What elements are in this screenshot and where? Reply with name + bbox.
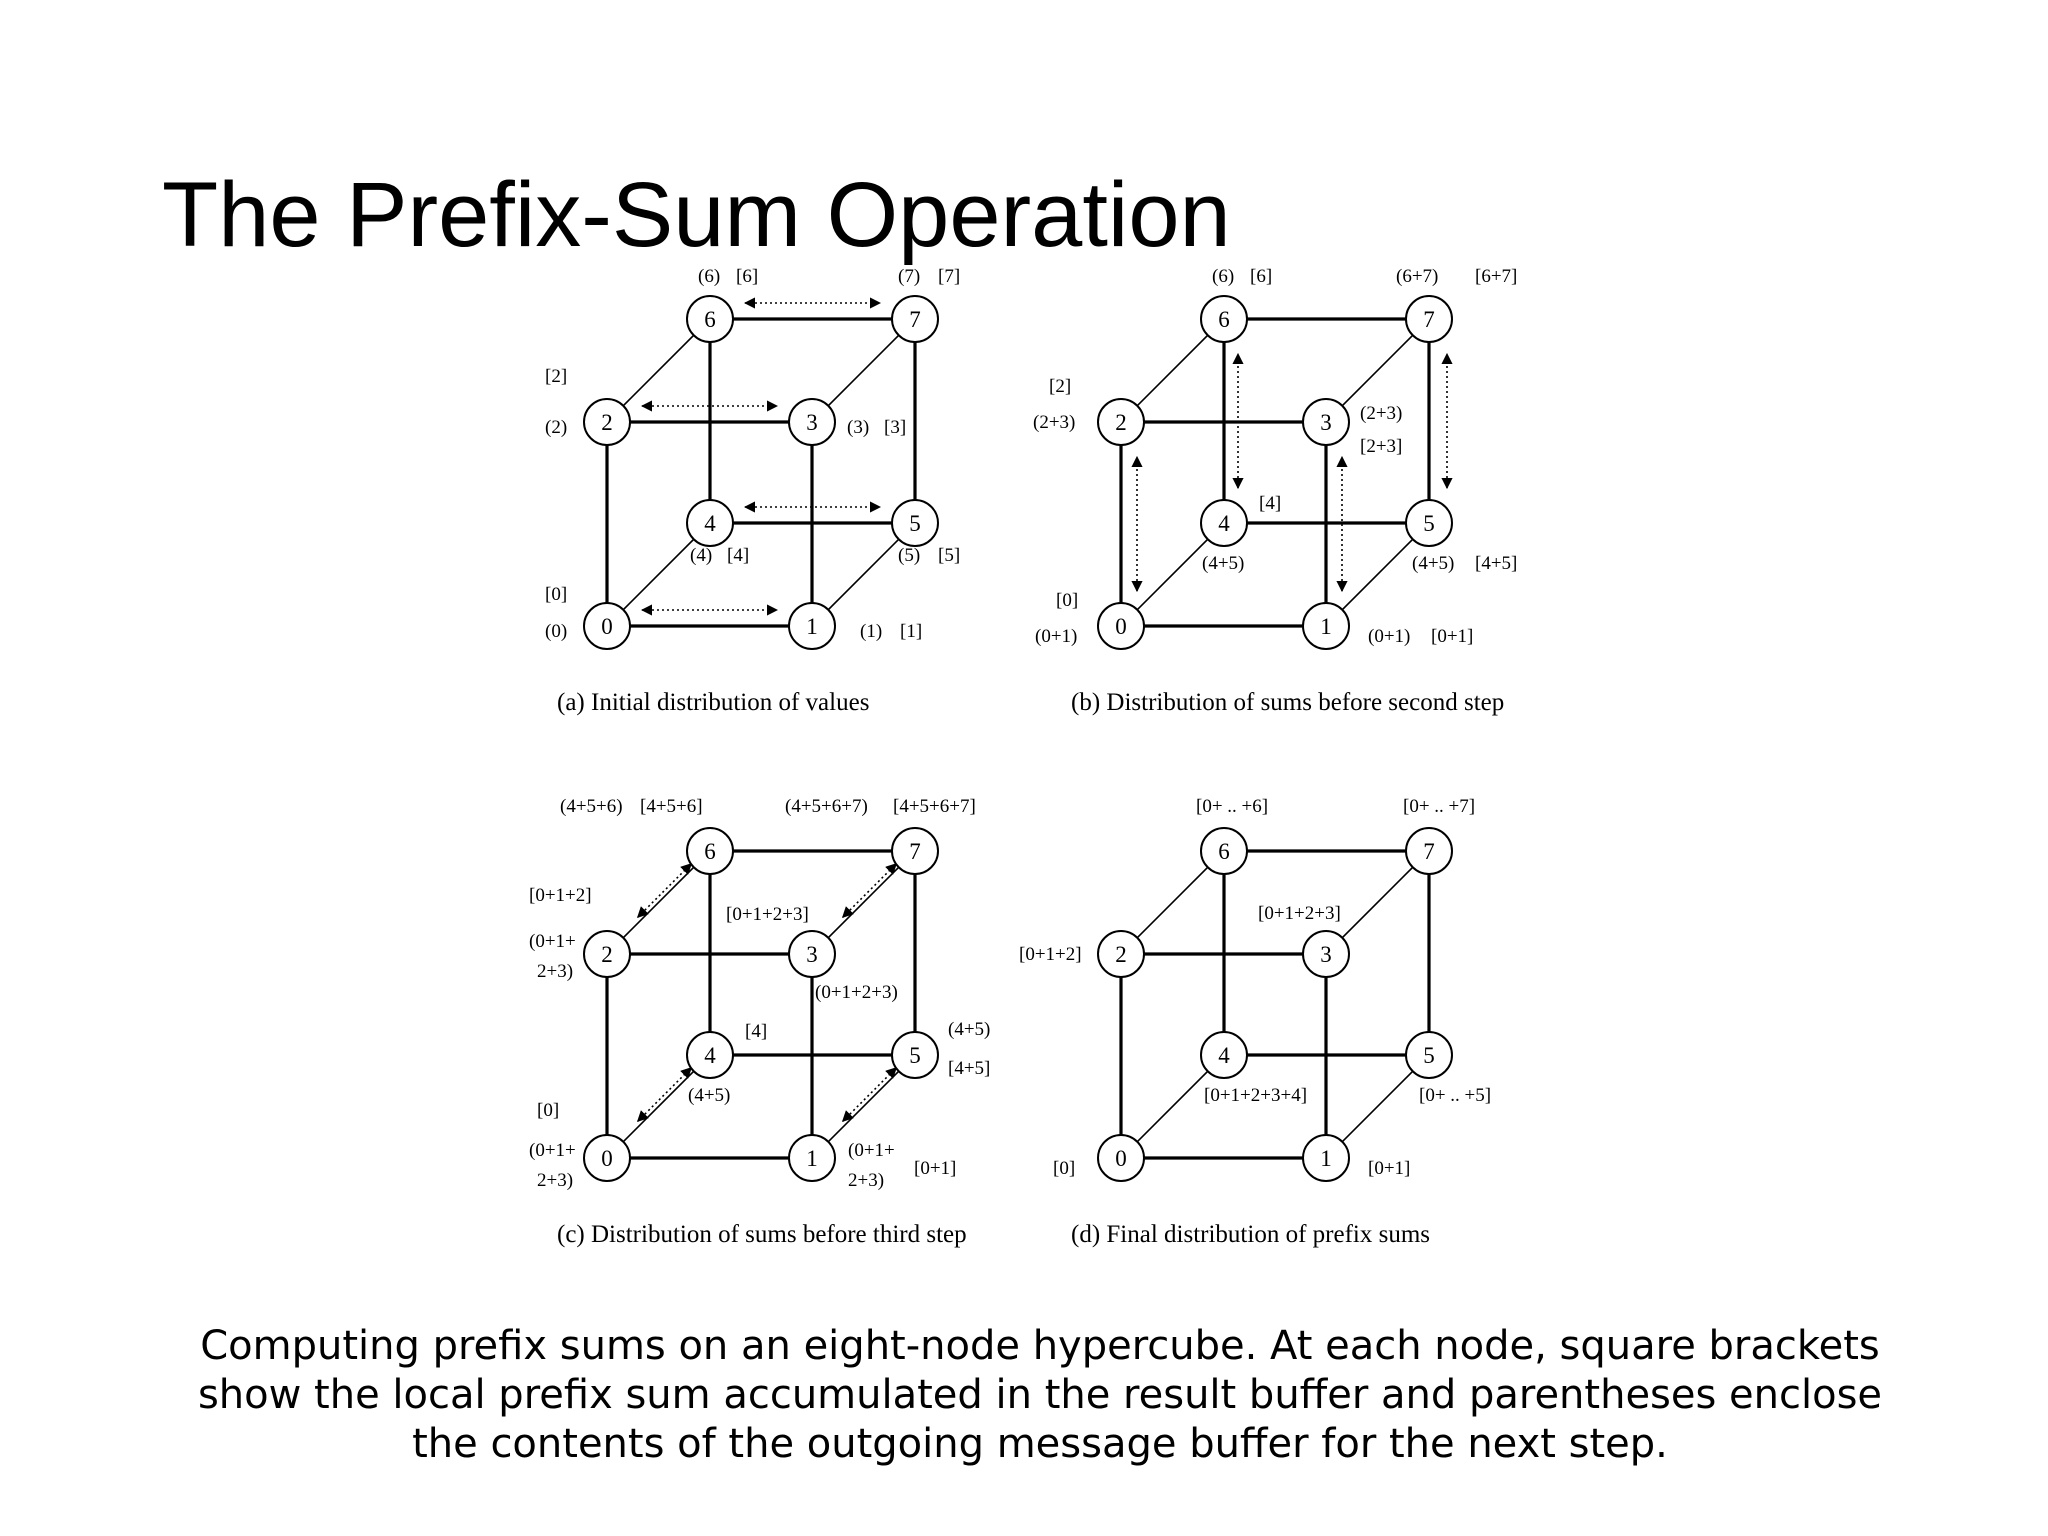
node-label: 2+3) [848, 1170, 885, 1191]
node-label: [6] [736, 266, 759, 287]
exchange-arrow [638, 864, 692, 918]
node-number: 5 [1423, 1043, 1435, 1068]
node-label: [4] [745, 1021, 768, 1042]
node-label: [0+1] [1431, 626, 1474, 647]
node-label: [0] [545, 584, 568, 605]
node-number: 3 [806, 410, 818, 435]
node-number: 6 [704, 839, 716, 864]
node-label: [4+5] [948, 1058, 991, 1079]
node-label: (0+1+ [848, 1140, 895, 1161]
node-number: 1 [806, 1146, 818, 1171]
node-number: 1 [806, 614, 818, 639]
node-number: 3 [1320, 942, 1332, 967]
node-label: (2+3) [1033, 412, 1076, 433]
node-label: [0] [1053, 1158, 1076, 1179]
node-label: (3) [847, 417, 870, 438]
node-label: (4+5+6) [560, 796, 623, 817]
node-number: 2 [1115, 410, 1127, 435]
node-label: [4+5+6+7] [893, 796, 976, 817]
node-label: [4] [727, 545, 750, 566]
node-number: 0 [601, 1146, 613, 1171]
node-number: 5 [909, 1043, 921, 1068]
node-number: 6 [704, 307, 716, 332]
node-number: 0 [1115, 1146, 1127, 1171]
node-number: 4 [1218, 511, 1230, 536]
node-label: [0+ .. +6] [1196, 796, 1269, 817]
node-number: 7 [1423, 839, 1435, 864]
exchange-arrow [843, 1068, 897, 1122]
node-label: [5] [938, 545, 961, 566]
node-label: [0+1+2+3] [1258, 903, 1341, 924]
node-number: 0 [601, 614, 613, 639]
node-label: [0+1+2+3] [726, 904, 809, 925]
node-number: 5 [909, 511, 921, 536]
panel-d [1019, 796, 1491, 1248]
panel-caption: (c) Distribution of sums before third step [557, 1221, 967, 1248]
node-label: (5) [898, 545, 921, 566]
node-label: (0+1+2+3) [815, 982, 898, 1003]
node-label: [1] [900, 621, 923, 642]
node-number: 2 [601, 942, 613, 967]
node-label: [4+5] [1475, 553, 1518, 574]
node-label: [3] [884, 417, 907, 438]
panel-caption: (a) Initial distribution of values [557, 689, 870, 716]
node-label: (4+5) [948, 1019, 991, 1040]
node-label: (2+3) [1360, 403, 1403, 424]
node-label: [6+7] [1475, 266, 1518, 287]
node-label: [6] [1250, 266, 1273, 287]
node-number: 3 [806, 942, 818, 967]
node-number: 6 [1218, 839, 1230, 864]
node-label: (4+5) [1202, 553, 1245, 574]
caption-line: show the local prefix sum accumulated in the result buffer and parentheses enclose [197, 1372, 1883, 1418]
node-label: (4) [690, 545, 713, 566]
figure-caption [150, 1322, 1930, 1469]
node-label: (4+5) [688, 1085, 731, 1106]
node-label: [0+1] [914, 1158, 957, 1179]
node-label: [4+5+6] [640, 796, 703, 817]
node-label: [0+ .. +5] [1419, 1085, 1492, 1106]
node-number: 7 [909, 307, 921, 332]
node-label: 2+3) [537, 1170, 574, 1191]
node-label: [0+1] [1368, 1158, 1411, 1179]
node-label: [7] [938, 266, 961, 287]
node-label: [0] [537, 1100, 560, 1121]
node-number: 7 [1423, 307, 1435, 332]
node-number: 3 [1320, 410, 1332, 435]
node-number: 2 [1115, 942, 1127, 967]
caption-line: Computing prefix sums on an eight-node hypercube. At each node, square brackets [200, 1323, 1880, 1369]
slide-title: The Prefix-Sum Operation [162, 164, 1231, 266]
node-label: (0+1+ [529, 931, 576, 952]
node-label: (0) [545, 621, 568, 642]
node-label: (6+7) [1396, 266, 1439, 287]
caption-line: the contents of the outgoing message buffer for the next step. [412, 1421, 1668, 1467]
node-label: (6) [698, 266, 721, 287]
node-number: 4 [704, 1043, 716, 1068]
panel-caption: (b) Distribution of sums before second step [1071, 689, 1505, 716]
node-label: [0] [1056, 590, 1079, 611]
node-label: (6) [1212, 266, 1235, 287]
node-label: [0+1+2] [529, 885, 592, 906]
panel-c [529, 796, 990, 1248]
node-label: (4+5+6+7) [785, 796, 868, 817]
exchange-arrow [843, 864, 897, 918]
node-label: (7) [898, 266, 921, 287]
node-label: (0+1) [1035, 626, 1078, 647]
node-label: [0+ .. +7] [1403, 796, 1476, 817]
node-label: (4+5) [1412, 553, 1455, 574]
node-number: 7 [909, 839, 921, 864]
node-label: (0+1) [1368, 626, 1411, 647]
node-number: 6 [1218, 307, 1230, 332]
node-number: 4 [1218, 1043, 1230, 1068]
node-label: [4] [1259, 493, 1282, 514]
node-label: [0+1+2] [1019, 944, 1082, 965]
node-label: (1) [860, 621, 883, 642]
node-label: (0+1+ [529, 1140, 576, 1161]
node-label: [2+3] [1360, 436, 1403, 457]
panel-b [1033, 266, 1517, 716]
node-number: 1 [1320, 1146, 1332, 1171]
node-number: 4 [704, 511, 716, 536]
node-label: 2+3) [537, 961, 574, 982]
node-label: [2] [1049, 376, 1072, 397]
node-number: 0 [1115, 614, 1127, 639]
node-label: (2) [545, 417, 568, 438]
node-number: 5 [1423, 511, 1435, 536]
node-number: 1 [1320, 614, 1332, 639]
node-label: [2] [545, 366, 568, 387]
panel-a [545, 266, 960, 716]
node-number: 2 [601, 410, 613, 435]
panel-caption: (d) Final distribution of prefix sums [1071, 1221, 1430, 1248]
exchange-arrow [638, 1068, 692, 1122]
node-label: [0+1+2+3+4] [1204, 1085, 1308, 1106]
